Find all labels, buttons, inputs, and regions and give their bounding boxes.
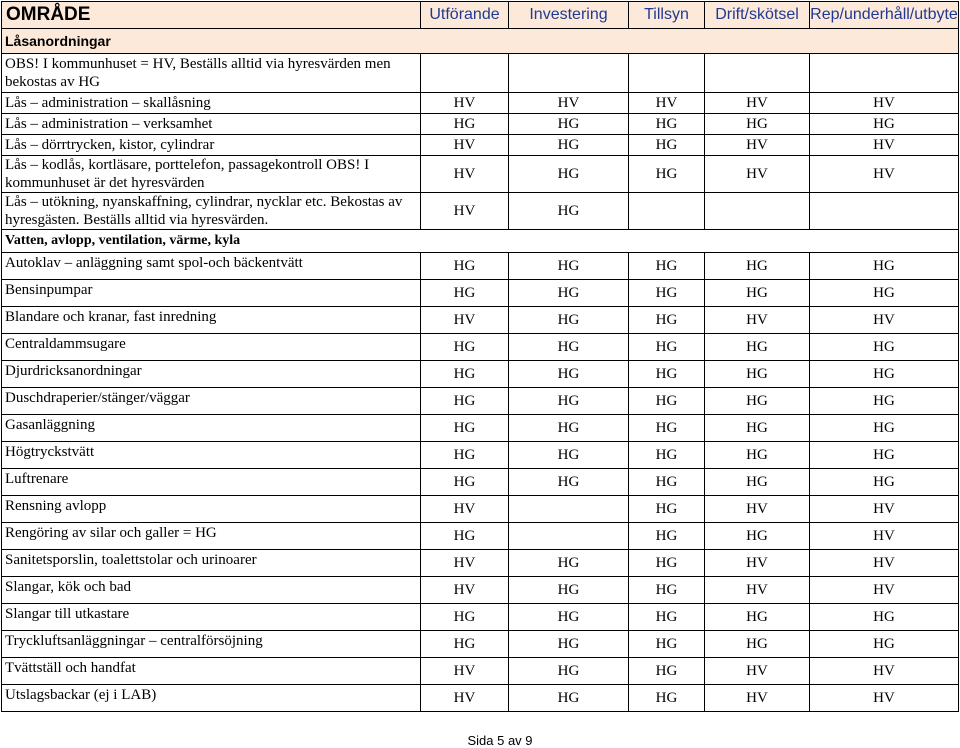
table-row [2, 631, 959, 658]
value-cell: HG [705, 631, 810, 658]
value-cell: HV [810, 685, 959, 712]
value-cell: HV [629, 93, 705, 114]
value-cell: HV [810, 658, 959, 685]
value-cell: HG [629, 685, 705, 712]
value-cell: HG [421, 415, 509, 442]
value-cell: HV [705, 658, 810, 685]
row-label: Sanitetsporslin, toalettstolar och urinoarer [2, 550, 421, 577]
value-cell: HG [509, 388, 629, 415]
page-footer: Sida 5 av 9 [467, 733, 533, 748]
value-cell: HG [705, 415, 810, 442]
table-row [2, 685, 959, 712]
row-label: Rensning avlopp [2, 496, 421, 523]
row-label: Lås – utökning, nyanskaffning, cylindrar, nycklar etc. Bekostas av hyresgästen. Beställs alltid via hyresvärden. [2, 193, 421, 230]
value-cell: HV [421, 93, 509, 114]
value-cell: HG [509, 307, 629, 334]
value-cell: HG [629, 604, 705, 631]
value-cell: HV [810, 577, 959, 604]
value-cell: HG [509, 334, 629, 361]
value-cell: HV [810, 135, 959, 156]
value-cell: HG [629, 280, 705, 307]
value-cell: HG [810, 604, 959, 631]
value-cell: HV [810, 496, 959, 523]
value-cell: HG [705, 280, 810, 307]
table-row [2, 388, 959, 415]
column-header-rep: Rep/underhåll/utbyte [810, 2, 959, 29]
header-row [2, 2, 959, 29]
value-cell: HV [705, 156, 810, 193]
value-cell: HV [509, 93, 629, 114]
value-cell: HV [421, 685, 509, 712]
table-row [2, 496, 959, 523]
value-cell: HG [421, 388, 509, 415]
section-title-lasanordningar: Låsanordningar [2, 29, 959, 54]
row-label: Lås – administration – skallåsning [2, 93, 421, 114]
value-cell: HG [509, 280, 629, 307]
value-cell: HG [705, 361, 810, 388]
value-cell: HG [810, 469, 959, 496]
table-row [2, 523, 959, 550]
value-cell: HV [421, 496, 509, 523]
row-label: Bensinpumpar [2, 280, 421, 307]
value-cell [810, 193, 959, 230]
row-label: Luftrenare [2, 469, 421, 496]
column-header-investering: Investering [509, 2, 629, 29]
row-label: Djurdricksanordningar [2, 361, 421, 388]
value-cell: HG [509, 415, 629, 442]
section-title-vatten: Vatten, avlopp, ventilation, värme, kyla [2, 230, 959, 253]
responsibility-table [1, 1, 959, 712]
value-cell: HG [509, 550, 629, 577]
table-row [2, 193, 959, 230]
value-cell: HV [421, 156, 509, 193]
value-cell: HG [509, 577, 629, 604]
table-row [2, 361, 959, 388]
row-label: Tvättställ och handfat [2, 658, 421, 685]
value-cell: HG [629, 307, 705, 334]
row-label: Rengöring av silar och galler = HG [2, 523, 421, 550]
row-label: Lås – administration – verksamhet [2, 114, 421, 135]
value-cell: HV [810, 523, 959, 550]
row-label: Tryckluftsanläggningar – centralförsöjning [2, 631, 421, 658]
table-row [2, 253, 959, 280]
column-header-tillsyn: Tillsyn [629, 2, 705, 29]
value-cell: HV [421, 577, 509, 604]
section-header-row [2, 29, 959, 54]
value-cell: HV [705, 93, 810, 114]
table-row [2, 415, 959, 442]
value-cell: HG [705, 114, 810, 135]
value-cell: HV [810, 550, 959, 577]
value-cell: HG [629, 334, 705, 361]
value-cell: HV [810, 307, 959, 334]
table-row [2, 442, 959, 469]
value-cell: HV [705, 135, 810, 156]
value-cell: HG [810, 388, 959, 415]
table-row [2, 658, 959, 685]
value-cell: HG [509, 658, 629, 685]
table-row [2, 114, 959, 135]
note-row [2, 54, 959, 93]
value-cell: HG [421, 442, 509, 469]
value-cell: HG [810, 114, 959, 135]
row-label: Lås – dörrtrycken, kistor, cylindrar [2, 135, 421, 156]
row-label: Centraldammsugare [2, 334, 421, 361]
value-cell: HG [705, 388, 810, 415]
table-row [2, 550, 959, 577]
value-cell: HG [629, 550, 705, 577]
value-cell: HG [509, 631, 629, 658]
value-cell: HG [810, 334, 959, 361]
value-cell: HG [629, 523, 705, 550]
row-label: Slangar, kök och bad [2, 577, 421, 604]
row-label: Duschdraperier/stänger/väggar [2, 388, 421, 415]
row-label: Blandare och kranar, fast inredning [2, 307, 421, 334]
value-cell: HG [810, 280, 959, 307]
value-cell: HG [421, 334, 509, 361]
table-cell [629, 54, 705, 93]
value-cell: HG [629, 496, 705, 523]
row-label: Gasanläggning [2, 415, 421, 442]
table-row [2, 93, 959, 114]
value-cell: HV [421, 658, 509, 685]
table-row [2, 469, 959, 496]
value-cell: HG [509, 156, 629, 193]
value-cell: HV [705, 496, 810, 523]
value-cell: HG [509, 193, 629, 230]
table-cell [810, 54, 959, 93]
value-cell: HG [705, 523, 810, 550]
value-cell: HG [629, 114, 705, 135]
value-cell: HG [629, 658, 705, 685]
value-cell: HG [629, 135, 705, 156]
value-cell [705, 193, 810, 230]
column-header-utforande: Utförande [421, 2, 509, 29]
value-cell: HG [810, 253, 959, 280]
table-row [2, 280, 959, 307]
row-label: Slangar till utkastare [2, 604, 421, 631]
value-cell: HG [509, 469, 629, 496]
value-cell: HV [421, 550, 509, 577]
table-row [2, 156, 959, 193]
value-cell: HG [705, 253, 810, 280]
table-cell [705, 54, 810, 93]
table-row [2, 135, 959, 156]
value-cell: HG [421, 361, 509, 388]
value-cell: HG [705, 442, 810, 469]
value-cell: HG [629, 156, 705, 193]
value-cell: HG [629, 469, 705, 496]
value-cell: HV [810, 156, 959, 193]
value-cell: HG [509, 361, 629, 388]
value-cell: HG [810, 631, 959, 658]
value-cell: HG [421, 604, 509, 631]
table-row [2, 307, 959, 334]
value-cell: HG [509, 253, 629, 280]
value-cell: HV [705, 307, 810, 334]
column-header-drift: Drift/skötsel [705, 2, 810, 29]
value-cell: HG [810, 442, 959, 469]
value-cell: HV [421, 193, 509, 230]
value-cell: HG [810, 361, 959, 388]
row-label: Autoklav – anläggning samt spol-och bäckentvätt [2, 253, 421, 280]
area-title: OMRÅDE [2, 2, 421, 29]
value-cell: HG [509, 114, 629, 135]
value-cell: HG [705, 334, 810, 361]
value-cell: HG [509, 604, 629, 631]
value-cell: HG [705, 604, 810, 631]
value-cell [509, 496, 629, 523]
value-cell [629, 193, 705, 230]
value-cell: HG [629, 415, 705, 442]
table-row [2, 604, 959, 631]
value-cell: HG [421, 631, 509, 658]
value-cell: HG [509, 135, 629, 156]
value-cell: HG [509, 685, 629, 712]
value-cell: HG [629, 631, 705, 658]
table-cell [509, 54, 629, 93]
value-cell: HG [421, 523, 509, 550]
value-cell: HG [629, 388, 705, 415]
value-cell: HV [810, 93, 959, 114]
value-cell: HG [705, 469, 810, 496]
value-cell: HG [629, 361, 705, 388]
value-cell: HG [629, 577, 705, 604]
table-row [2, 577, 959, 604]
value-cell: HG [421, 114, 509, 135]
value-cell: HG [509, 442, 629, 469]
section-header-row [2, 230, 959, 253]
value-cell: HG [421, 253, 509, 280]
row-label: Lås – kodlås, kortläsare, porttelefon, passagekontroll OBS! I kommunhuset är det hyresvärden [2, 156, 421, 193]
value-cell: HV [421, 135, 509, 156]
value-cell [509, 523, 629, 550]
note-text: OBS! I kommunhuset = HV, Beställs alltid via hyresvärden men bekostas av HG [2, 54, 421, 93]
value-cell: HV [705, 577, 810, 604]
value-cell: HG [421, 469, 509, 496]
value-cell: HG [629, 442, 705, 469]
table-row [2, 334, 959, 361]
row-label: Utslagsbackar (ej i LAB) [2, 685, 421, 712]
value-cell: HV [705, 550, 810, 577]
value-cell: HG [810, 415, 959, 442]
table-cell [421, 54, 509, 93]
value-cell: HG [421, 280, 509, 307]
value-cell: HG [629, 253, 705, 280]
value-cell: HV [421, 307, 509, 334]
row-label: Högtryckstvätt [2, 442, 421, 469]
value-cell: HV [705, 685, 810, 712]
